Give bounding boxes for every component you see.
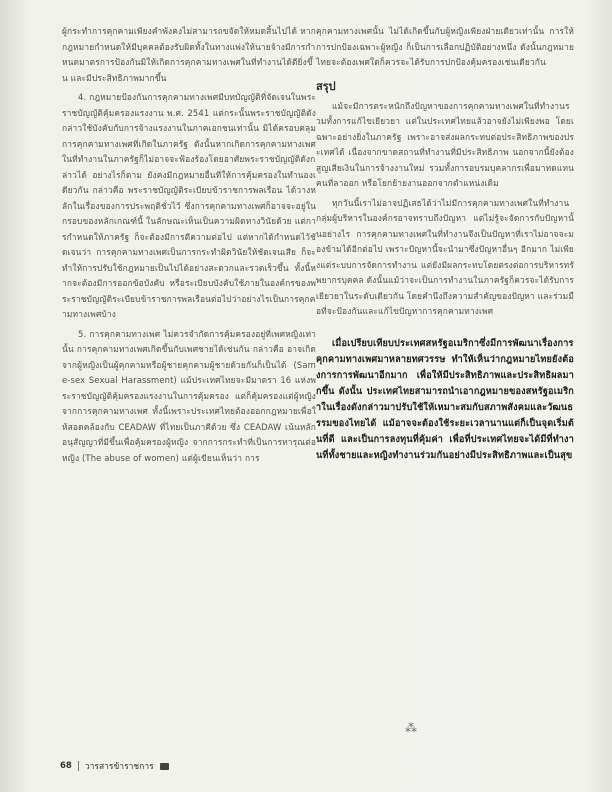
right-paragraph-3: ทุกวันนี้เราไม่อาจปฏิเสธได้ว่าไม่มีการคุกคามทางเพศในที่ทำงาน กลุ่มผู้บริหารในองค์กรอาจทราบถึงปัญหา แต่ไม่รู้จะจัดการกับปัญหานั้นอย่างไร การคุกคามทางเพศในที่ทำงานจึงเป็นปัญหาที่เราไม่อาจจะมองข้ามได้อีกต่อไป เพราะปัญหานี้จะนำมาซึ่งปัญหาอื่นๆ อีกมาก ไม่เพียงแต่ระบบการจัดการทำงาน แต่ยังมีผลกระทบโดยตรงต่อการบริหารทรัพยากรบุคคล ดังนั้นแม้ว่าจะเป็นการทำงานในภาครัฐก็ควรจะได้รับการเยียวยาในระดับเดียวกัน โดยคำนึงถึงความสำคัญของปัญหา และร่วมมือที่จะป้องกันและแก้ไขปัญหาการคุกคามทางเพศ xyxy=(316,197,574,316)
section-heading-conclusion: สรุป xyxy=(316,79,336,93)
end-ornament-icon: ⁂ xyxy=(405,721,417,735)
page-footer xyxy=(60,759,169,773)
left-column xyxy=(62,24,316,470)
footer-divider xyxy=(78,761,79,771)
journal-title: วารสารข้าราชการ xyxy=(84,762,154,772)
left-paragraph-1: ผู้กระทำการคุกคามเพียงคำพังคงไม่สามารถขจัดให้หมดสิ้นไปได้ หากกฎหมายกำหนดให้มีบุคคลต้องรับผิดทั้งในทางแพ่งให้นายจ้างมีการกำหนดมาตรการป้องกันมิให้เกิดการคุกคามทางเพศในที่ทำงานได้ดียิ่งขึ้น และมีประสิทธิภาพมากขึ้น xyxy=(62,26,316,83)
conclusion-emphasis-paragraph: เมื่อเปรียบเทียบประเทศสหรัฐอเมริกาซึ่งมีการพัฒนาเรื่องการคุกคามทางเพศมาหลายทศวรรษ ทำให้เห็นว่ากฎหมายไทยยังต้องการการพัฒนาอีกมาก เพื่อให้มีประสิทธิภาพและประสิทธิผลมากขึ้น ดังนั้น ประเทศไทยสามารถนำเอากฎหมายของสหรัฐอเมริกาในเรื่องดังกล่าวมาปรับใช้ให้เหมาะสมกับสภาพสังคมและวัฒนธรรมของไทยได้ แม้อาจจะต้องใช้ระยะเวลานานแต่ก็เป็นจุดเริ่มต้นที่ดี และเป็นการลงทุนที่คุ้มค่า เพื่อที่ประเทศไทยจะได้มีที่ทำงานที่ทั้งชายและหญิงทำงานร่วมกันอย่างมีประสิทธิภาพและเป็นสุข xyxy=(316,338,574,461)
right-paragraph-1: คุกคามทางเพศนั้น ไม่ได้เกิดขึ้นกับผู้หญิงเพียงฝ่ายเดียวเท่านั้น การให้การปกป้องเฉพาะผู้หญิง ก็เป็นการเลือกปฏิบัติอย่างหนึ่ง ดังนั้นกฎหมายไทยจะต้องเพศใดก็ควรจะได้รับการปกป้องคุ้มครองเช่นเดียวกัน xyxy=(316,26,574,67)
journal-logo-icon xyxy=(160,763,169,770)
page-number: 68 xyxy=(60,761,72,771)
left-paragraph-2: 4. กฎหมายป้องกันการคุกคามทางเพศมีบทบัญญัติที่จัดเจนในพระราชบัญญัติคุ้มครองแรงงาน พ.ศ. 2541 แต่กระนั้นพระราชบัญญัติดังกล่าวใช้บังคับกับการจ้างแรงงานในภาคเอกชนเท่านั้น มิได้ครอบคลุมการคุกคามทางเพศที่เกิดในภาครัฐ ดังนั้นหากเกิดการคุกคามทางเพศในที่ทำงานในภาครัฐก็ไม่อาจจะฟ้องร้องโดยอาศัยพระราชบัญญัติดังกล่าวได้ อย่างไรก็ตาม ยังคงมีกฎหมายอื่นที่ให้การคุ้มครองในทำนองเดียวกัน กล่าวคือ พระราชบัญญัติระเบียบข้าราชการพลเรือน ได้วางหลักในเรื่องของการประพฤติชั่วไว้ ซึ่งการคุกคามทางเพศก็อาจจะอยู่ในกรอบของหลักเกณฑ์นี้ ในลักษณะเห็นเป็นความผิดทางวินัยด้วย แต่การกำหนดให้ภาครัฐ ก็จะต้องมีการตีความต่อไป แต่หากได้กำหนดไว้ชัดเจนว่า การคุกคามทางเพศเป็นการกระทำผิดวินัยให้ชัดเจนเสีย ก็จะทำให้การปรับใช้กฎหมายเป็นไปได้อย่างสะดวกและรวดเร็วขึ้น ทั้งนี้หากจะต้องมีการออกข้อบังคับ หรือระเบียบบังคับใช้ภายในองค์กรของพระราชบัญญัติระเบียบข้าราชการพลเรือนต่อไปว่าอย่างไรเป็นการคุกคามทางเพศบ้าง xyxy=(62,92,316,319)
left-paragraph-3: 5. การคุกคามทางเพศ ไม่ควรจำกัดการคุ้มครองอยู่ที่เพศหญิงเท่านั้น การคุกคามทางเพศเกิดขึ้นกับเพศชายได้เช่นกัน กล่าวคือ อาจเกิดจากผู้หญิงเป็นผู้คุกคามหรือผู้ชายคุกคามผู้ชายด้วยกันก็เป็นได้ (Same-sex Sexual Harassment) แม้ประเทศไทยจะมีมาตรา 16 แห่งพระราชบัญญัติคุ้มครองแรงงานในการคุ้มครอง แต่ก็คุ้มครองแต่ผู้หญิงจากการคุกคามทางเพศ ทั้งนี้เพราะประเทศไทยต้องออกกฎหมายเพื่อให้สอดคล้องกับ CEADAW ที่ไทยเป็นภาคีด้วย ซึ่ง CEADAW เน้นหลักอนุสัญญาที่มีขึ้นเพื่อคุ้มครองผู้หญิง จากการกระทำที่เป็นการทารุณต่อหญิง (The abuse of women) แต่ผู้เขียนเห็นว่า การ xyxy=(62,328,316,463)
right-paragraph-2: แม้จะมีการตระหนักถึงปัญหาของการคุกคามทางเพศในที่ทำงานรวมทั้งการแก้ไขเยียวยา แต่ในประเทศไทยแล้วอาจยังไม่เพียงพอ โดยเฉพาะอย่างยิ่งในภาครัฐ เพราะอาจส่งผลกระทบต่อประสิทธิภาพของประเทศได้ เนื่องจากขาดสถานที่ทำงานที่มีประสิทธิภาพ นอกจากนี้ยังต้องสูญเสียเงินในการจ้างงานใหม่ รวมทั้งการอบรมบุคลากรเพื่อมาทดแทนคนที่ลาออก หรือโยกย้ายงานออกจากตำแหน่งเดิม xyxy=(316,100,574,188)
right-column xyxy=(316,24,574,468)
